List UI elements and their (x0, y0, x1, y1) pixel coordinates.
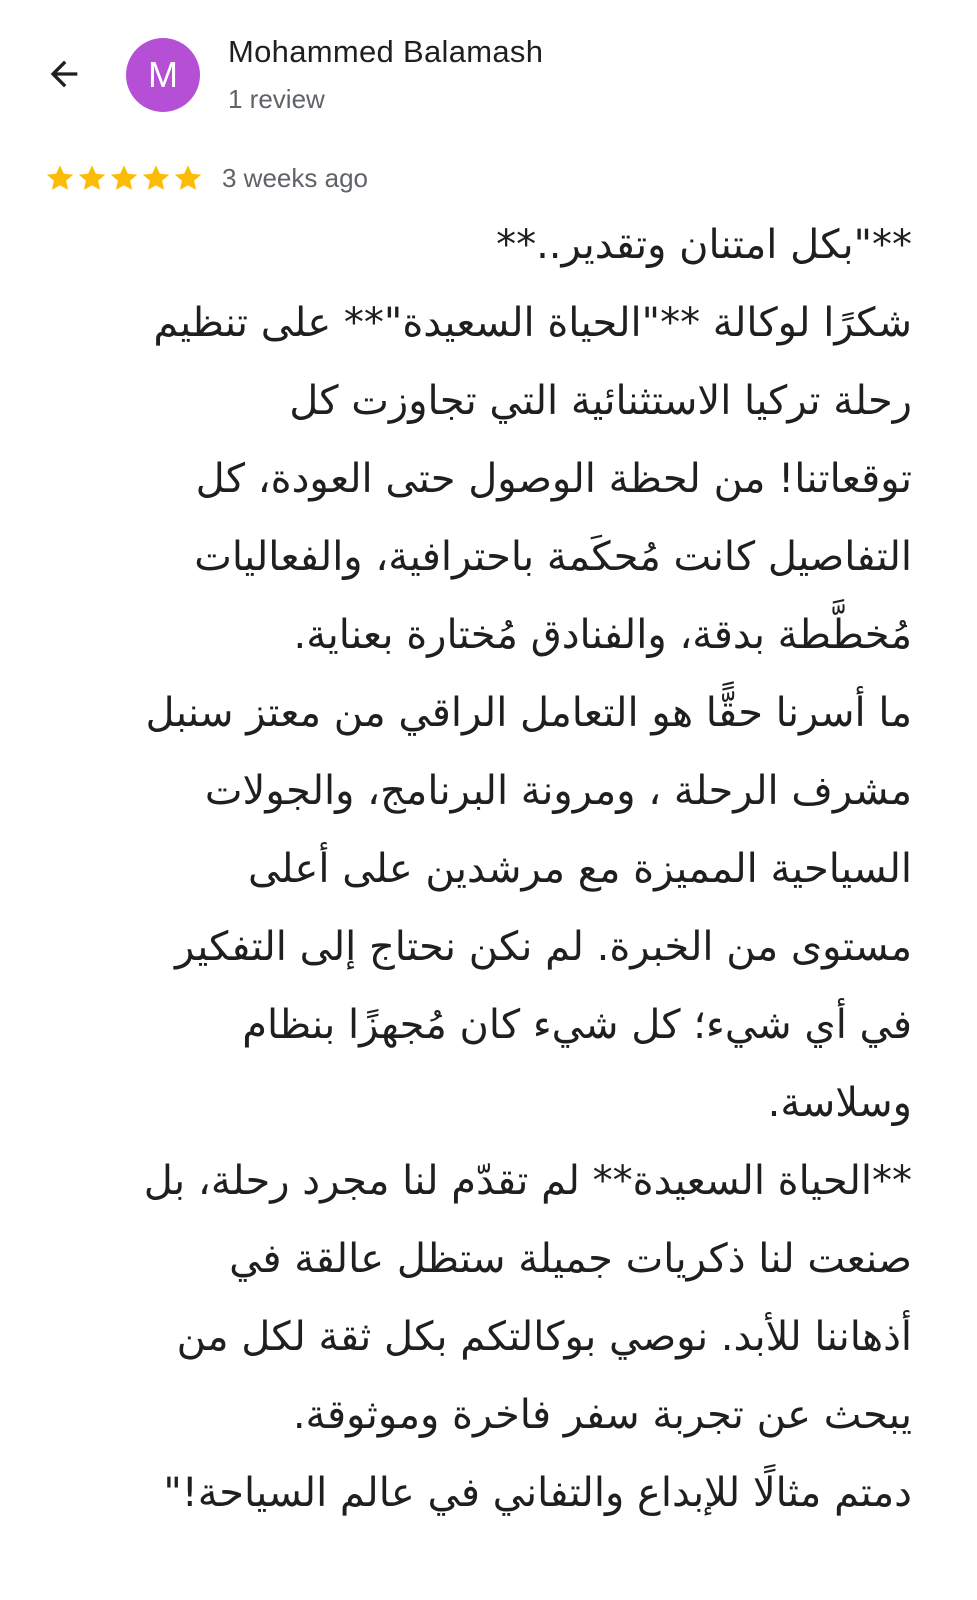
review-line: وسلاسة. (767, 1080, 912, 1126)
review-line: **"بكل امتنان وتقدير..** (496, 222, 912, 268)
star-icon (76, 162, 108, 194)
review-header (0, 0, 977, 140)
review-line: صنعت لنا ذكريات جميلة ستظل عالقة في (229, 1236, 912, 1282)
rating-row (44, 158, 368, 198)
review-time: 3 weeks ago (222, 162, 368, 193)
review-line: توقعاتنا! من لحظة الوصول حتى العودة، كل (195, 456, 912, 502)
avatar[interactable] (126, 38, 200, 112)
review-line: **الحياة السعيدة** لم تقدّم لنا مجرد رحلة، بل (143, 1158, 912, 1204)
star-icon (108, 162, 140, 194)
review-line: التفاصيل كانت مُحكَمة باحترافية، والفعاليات (194, 534, 912, 580)
arrow-back-icon (44, 54, 84, 94)
review-line: في أي شيء؛ كل شيء كان مُجهزًا بنظام (242, 1002, 912, 1048)
avatar-letter: M (148, 54, 178, 95)
review-line: شكرًا لوكالة **"الحياة السعيدة"** على تنظيم (153, 300, 912, 346)
review-body (40, 206, 912, 1532)
review-line: مستوى من الخبرة. لم نكن نحتاج إلى التفكير (175, 924, 912, 970)
star-icon (44, 162, 76, 194)
review-line: رحلة تركيا الاستثنائية التي تجاوزت كل (289, 378, 912, 424)
review-count: 1 review (228, 84, 325, 114)
star-rating (44, 162, 204, 194)
review-line: دمتم مثالًا للإبداع والتفاني في عالم السياحة!" (163, 1470, 912, 1516)
review-line: أذهاننا للأبد. نوصي بوكالتكم بكل ثقة لكل من (176, 1314, 912, 1360)
review-line: مشرف الرحلة ، ومرونة البرنامج، والجولات (204, 768, 912, 814)
review-line: ما أسرنا حقًّا هو التعامل الراقي من معتز سنبل (145, 690, 912, 736)
review-line: يبحث عن تجربة سفر فاخرة وموثوقة. (292, 1392, 912, 1438)
star-icon (140, 162, 172, 194)
review-line: السياحية المميزة مع مرشدين على أعلى (247, 846, 912, 892)
review-line: مُخطَّطة بدقة، والفنادق مُختارة بعناية. (293, 612, 912, 658)
reviewer-name[interactable]: Mohammed Balamash (228, 34, 544, 69)
star-icon (172, 162, 204, 194)
back-button[interactable] (40, 50, 88, 98)
